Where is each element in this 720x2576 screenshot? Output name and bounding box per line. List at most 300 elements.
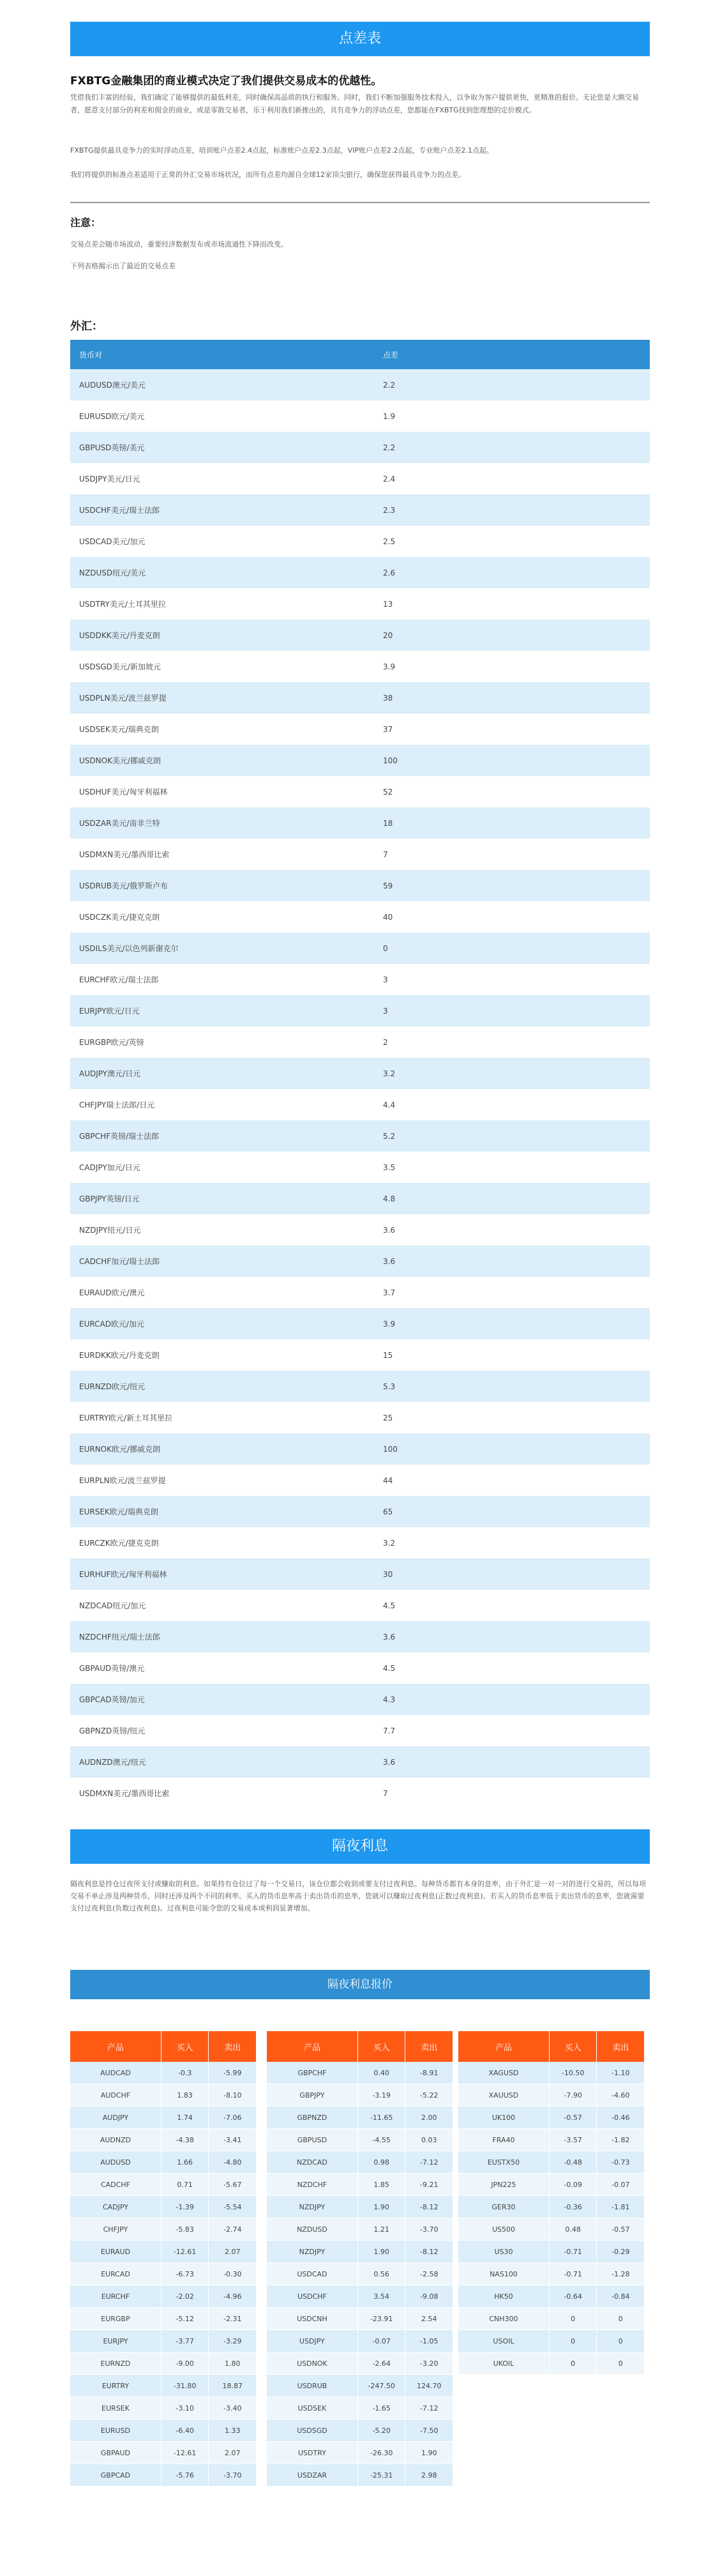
currency-pair-cell: AUDUSD澳元/美元	[70, 369, 374, 400]
spread-table-row	[70, 1152, 650, 1183]
swap-table-row	[458, 2263, 645, 2285]
intro-paragraph: 凭借我们丰富的经验，我们确定了能够提供的最低利差，同时确保高品质的执行和服务。同时，我们不断加强服务技术投入，以争取为客户提供更快，更精准的报价。无论您是大额交易者，愿意支付部分的利差和佣金的商业，或是零散交易者，乐于利用我们新推出的，具有竞争力的浮动点差，您都能在FXBTG找到您理想的定价模式。	[70, 93, 639, 114]
column-header-product: 产品	[267, 2031, 357, 2062]
buy-cell: 3.54	[357, 2285, 405, 2308]
sell-cell: 2.07	[209, 2241, 257, 2263]
product-cell: CADCHF	[70, 2174, 161, 2196]
product-cell: US500	[458, 2218, 549, 2241]
spread-value-cell: 5.3	[374, 1371, 650, 1402]
buy-cell: -11.65	[357, 2107, 405, 2129]
currency-pair-cell: EURDKK欧元/丹麦克朗	[70, 1339, 374, 1371]
spread-headline: FXBTG金融集团的商业模式决定了我们提供交易成本的优越性。	[70, 75, 382, 88]
sell-cell: 1.33	[209, 2420, 257, 2442]
buy-cell: -5.83	[161, 2218, 209, 2241]
spread-table-row	[70, 1559, 650, 1590]
product-cell: NZDUSD	[267, 2218, 357, 2241]
product-cell: AUDCAD	[70, 2062, 161, 2084]
buy-cell: 1.21	[357, 2218, 405, 2241]
buy-cell: -25.31	[357, 2464, 405, 2487]
product-cell: GBPCAD	[70, 2464, 161, 2487]
sell-cell: -3.70	[405, 2218, 453, 2241]
spread-table-row	[70, 964, 650, 995]
swap-table-row	[267, 2397, 453, 2420]
spread-value-cell: 7.7	[374, 1715, 650, 1746]
buy-cell: -2.64	[357, 2352, 405, 2375]
buy-cell: 0	[549, 2308, 597, 2330]
swap-table-row	[70, 2263, 257, 2285]
swap-table-row	[70, 2375, 257, 2397]
swap-table-row	[267, 2129, 453, 2151]
currency-pair-cell: EURAUD欧元/澳元	[70, 1277, 374, 1308]
sell-cell: -0.84	[597, 2285, 645, 2308]
product-cell: XAUUSD	[458, 2084, 549, 2107]
sell-cell: -5.54	[209, 2196, 257, 2218]
spread-table-row	[70, 494, 650, 526]
sell-cell: -2.74	[209, 2218, 257, 2241]
product-cell: JPN225	[458, 2174, 549, 2196]
product-cell: NZDJPY	[267, 2241, 357, 2263]
sell-cell: -4.80	[209, 2151, 257, 2174]
product-cell: UK100	[458, 2107, 549, 2129]
spread-value-cell: 7	[374, 839, 650, 870]
currency-pair-cell: NZDJPY纽元/日元	[70, 1214, 374, 1246]
buy-cell: -0.07	[357, 2330, 405, 2352]
swap-table-row	[70, 2352, 257, 2375]
spread-value-cell: 2	[374, 1026, 650, 1058]
currency-pair-cell: EURHUF欧元/匈牙利福林	[70, 1559, 374, 1590]
sell-cell: -0.73	[597, 2151, 645, 2174]
currency-pair-cell: EURCAD欧元/加元	[70, 1308, 374, 1339]
swap-table-row	[458, 2352, 645, 2375]
swap-header-row	[70, 2031, 257, 2062]
swap-table-row	[267, 2352, 453, 2375]
swap-quote-title: 隔夜利息报价	[70, 1970, 650, 1999]
sell-cell: 0	[597, 2330, 645, 2352]
currency-pair-cell: USDNOK美元/挪威克朗	[70, 745, 374, 776]
buy-cell: -5.20	[357, 2420, 405, 2442]
spread-table-row	[70, 1339, 650, 1371]
currency-pair-cell: CADJPY加元/日元	[70, 1152, 374, 1183]
swap-header-row	[267, 2031, 453, 2062]
swap-table-row	[267, 2442, 453, 2464]
swap-table-row	[267, 2464, 453, 2487]
spread-table-row	[70, 1527, 650, 1559]
spread-table-row	[70, 620, 650, 651]
buy-cell: -0.48	[549, 2151, 597, 2174]
spread-value-cell: 3	[374, 964, 650, 995]
currency-pair-cell: USDMXN美元/墨西哥比索	[70, 839, 374, 870]
currency-pair-cell: NZDCAD纽元/加元	[70, 1590, 374, 1621]
column-header-buy: 买入	[549, 2031, 597, 2062]
spread-table-row	[70, 369, 650, 400]
buy-cell: -3.57	[549, 2129, 597, 2151]
sell-cell: 0	[597, 2352, 645, 2375]
currency-pair-cell: NZDUSD纽元/美元	[70, 557, 374, 588]
spread-table-row	[70, 682, 650, 713]
sell-cell: -8.12	[405, 2196, 453, 2218]
sell-cell: -9.08	[405, 2285, 453, 2308]
spread-table-row	[70, 526, 650, 557]
column-header-sell: 卖出	[209, 2031, 257, 2062]
note-title: 注意：	[70, 217, 101, 229]
sell-cell: -0.30	[209, 2263, 257, 2285]
product-cell: USDSGD	[267, 2420, 357, 2442]
currency-pair-cell: GBPCAD英镑/加元	[70, 1684, 374, 1715]
spread-table-row	[70, 933, 650, 964]
product-cell: AUDNZD	[70, 2129, 161, 2151]
buy-cell: 0	[549, 2330, 597, 2352]
currency-pair-cell: USDSGD美元/新加坡元	[70, 651, 374, 682]
currency-pair-cell: USDPLN美元/波兰兹罗提	[70, 682, 374, 713]
buy-cell: -1.65	[357, 2397, 405, 2420]
spread-value-cell: 59	[374, 870, 650, 901]
spread-table-row	[70, 776, 650, 807]
product-cell: EUSTX50	[458, 2151, 549, 2174]
sell-cell: 0	[597, 2308, 645, 2330]
spread-table-row	[70, 1778, 650, 1809]
spread-table-row	[70, 1026, 650, 1058]
swap-table-row	[267, 2263, 453, 2285]
currency-pair-cell: NZDCHF纽元/瑞士法郎	[70, 1621, 374, 1652]
buy-cell: -6.40	[161, 2420, 209, 2442]
spread-value-cell: 3.6	[374, 1621, 650, 1652]
currency-pair-cell: USDJPY美元/日元	[70, 463, 374, 494]
buy-cell: -2.02	[161, 2285, 209, 2308]
product-cell: EURAUD	[70, 2241, 161, 2263]
buy-cell: -0.64	[549, 2285, 597, 2308]
sell-cell: -2.58	[405, 2263, 453, 2285]
buy-cell: -0.71	[549, 2263, 597, 2285]
product-cell: USDCNH	[267, 2308, 357, 2330]
sell-cell: -7.12	[405, 2397, 453, 2420]
product-cell: NAS100	[458, 2263, 549, 2285]
spread-table-row	[70, 588, 650, 620]
swap-table-row	[70, 2330, 257, 2352]
spread-table-row	[70, 901, 650, 933]
spread-table-row	[70, 1715, 650, 1746]
swap-table-row	[70, 2308, 257, 2330]
swap-table-row	[267, 2107, 453, 2129]
spread-value-cell: 40	[374, 901, 650, 933]
product-cell: GBPJPY	[267, 2084, 357, 2107]
column-header-product: 产品	[70, 2031, 161, 2062]
currency-pair-cell: USDHUF美元/匈牙利福林	[70, 776, 374, 807]
swap-table-row	[267, 2196, 453, 2218]
spread-value-cell: 100	[374, 745, 650, 776]
swap-table-row	[70, 2062, 257, 2084]
sell-cell: 124.70	[405, 2375, 453, 2397]
buy-cell: -3.19	[357, 2084, 405, 2107]
buy-cell: 1.66	[161, 2151, 209, 2174]
spread-value-cell: 100	[374, 1433, 650, 1465]
currency-pair-cell: EURJPY欧元/日元	[70, 995, 374, 1026]
buy-cell: -4.38	[161, 2129, 209, 2151]
buy-cell: -5.12	[161, 2308, 209, 2330]
spread-table-row	[70, 1120, 650, 1152]
swap-table-row	[70, 2464, 257, 2487]
spread-table-row	[70, 807, 650, 839]
currency-pair-cell: EURTRY欧元/新土耳其里拉	[70, 1402, 374, 1433]
sell-cell: -4.96	[209, 2285, 257, 2308]
currency-pair-cell: USDCAD美元/加元	[70, 526, 374, 557]
currency-pair-cell: USDMXN美元/墨西哥比索	[70, 1778, 374, 1809]
swap-table-row	[70, 2196, 257, 2218]
sell-cell: 2.98	[405, 2464, 453, 2487]
spread-table-row	[70, 651, 650, 682]
product-cell: EURCAD	[70, 2263, 161, 2285]
product-cell: USDSEK	[267, 2397, 357, 2420]
sell-cell: -3.29	[209, 2330, 257, 2352]
spread-table-row	[70, 1590, 650, 1621]
spread-value-cell: 3.7	[374, 1277, 650, 1308]
buy-cell: -6.73	[161, 2263, 209, 2285]
sell-cell: -1.10	[597, 2062, 645, 2084]
swap-table-row	[458, 2151, 645, 2174]
note-line: 交易点差会随市场波动，重要经济数据发布或市场流通性下降而改变。	[70, 240, 288, 248]
swap-table-row	[70, 2218, 257, 2241]
sell-cell: -1.81	[597, 2196, 645, 2218]
swap-table-body	[267, 2062, 453, 2487]
swap-table-row	[267, 2151, 453, 2174]
sell-cell: 2.07	[209, 2442, 257, 2464]
currency-pair-cell: EURSEK欧元/瑞典克朗	[70, 1496, 374, 1527]
product-cell: EURGBP	[70, 2308, 161, 2330]
swap-table-row	[458, 2174, 645, 2196]
spread-value-cell: 5.2	[374, 1120, 650, 1152]
spread-table-row	[70, 1684, 650, 1715]
buy-cell: -0.09	[549, 2174, 597, 2196]
buy-cell: 1.90	[357, 2196, 405, 2218]
column-header-sell: 卖出	[597, 2031, 645, 2062]
spread-value-cell: 3.6	[374, 1214, 650, 1246]
product-cell: AUDUSD	[70, 2151, 161, 2174]
product-cell: EURJPY	[70, 2330, 161, 2352]
spread-value-cell: 4.8	[374, 1183, 650, 1214]
swap-table	[70, 2031, 257, 2487]
swap-table-body	[70, 2062, 257, 2487]
buy-cell: -1.39	[161, 2196, 209, 2218]
currency-pair-cell: USDCZK美元/捷克克朗	[70, 901, 374, 933]
sell-cell: -2.31	[209, 2308, 257, 2330]
spread-table-row	[70, 1402, 650, 1433]
sell-cell: -9.21	[405, 2174, 453, 2196]
swap-table-row	[267, 2330, 453, 2352]
spread-table-row	[70, 713, 650, 745]
spread-value-cell: 4.5	[374, 1652, 650, 1684]
swap-table-row	[267, 2420, 453, 2442]
swap-table-row	[267, 2308, 453, 2330]
sell-cell: -7.12	[405, 2151, 453, 2174]
product-cell: CADJPY	[70, 2196, 161, 2218]
product-cell: GBPAUD	[70, 2442, 161, 2464]
spread-table-row	[70, 1308, 650, 1339]
swap-table-row	[70, 2151, 257, 2174]
product-cell: USDTRY	[267, 2442, 357, 2464]
overnight-paragraph: 隔夜利息是持仓过夜所支付或赚取的利息。如果持有仓位过了每一个交易日，该仓位都会收到或要支付过夜利息。每种货币都有本身的息率，由于外汇是一对一对的进行交易的，所以每项交易不单止涉及两种货币，同时还涉及两个不同的利率。买入的货币息率高于卖出货币的息率，您就可以赚取过夜利息(正数过夜利息)。若买入的货币息率低于卖出货币的息率，您就需要支付过夜利息(负数过夜利息)。过夜利息可能令您的交易成本或利润显著增加。	[70, 1880, 646, 1912]
column-header-sell: 卖出	[405, 2031, 453, 2062]
buy-cell: 1.90	[357, 2241, 405, 2263]
buy-cell: 1.83	[161, 2084, 209, 2107]
spread-table-row	[70, 745, 650, 776]
sell-cell: -8.91	[405, 2062, 453, 2084]
product-cell: USOIL	[458, 2330, 549, 2352]
sell-cell: -0.57	[597, 2218, 645, 2241]
buy-cell: -9.00	[161, 2352, 209, 2375]
note-line: 下列表格揭示出了最近的交易点差	[70, 262, 176, 270]
currency-pair-cell: USDRUB美元/俄罗斯卢布	[70, 870, 374, 901]
swap-table-row	[458, 2129, 645, 2151]
buy-cell: 1.85	[357, 2174, 405, 2196]
currency-pair-cell: AUDJPY澳元/日元	[70, 1058, 374, 1089]
spread-value-cell: 37	[374, 713, 650, 745]
sell-cell: 2.54	[405, 2308, 453, 2330]
spread-value-cell: 18	[374, 807, 650, 839]
spread-value-cell: 3.6	[374, 1746, 650, 1778]
currency-pair-cell: EURGBP欧元/英镑	[70, 1026, 374, 1058]
spread-value-cell: 2.5	[374, 526, 650, 557]
swap-table-body	[458, 2062, 645, 2375]
product-cell: FRA40	[458, 2129, 549, 2151]
swap-header-row	[458, 2031, 645, 2062]
buy-cell: -4.55	[357, 2129, 405, 2151]
swap-table-row	[70, 2285, 257, 2308]
sell-cell: -1.28	[597, 2263, 645, 2285]
product-cell: USDCAD	[267, 2263, 357, 2285]
product-cell: XAGUSD	[458, 2062, 549, 2084]
currency-pair-cell: GBPJPY英镑/日元	[70, 1183, 374, 1214]
column-header-pair: 货币对	[70, 340, 374, 369]
spread-value-cell: 13	[374, 588, 650, 620]
spread-table-body	[70, 369, 650, 1809]
swap-table-row	[70, 2420, 257, 2442]
sell-cell: -5.67	[209, 2174, 257, 2196]
sell-cell: -7.50	[405, 2420, 453, 2442]
currency-pair-cell: USDSEK美元/瑞典克朗	[70, 713, 374, 745]
currency-pair-cell: EURNZD欧元/纽元	[70, 1371, 374, 1402]
product-cell: US30	[458, 2241, 549, 2263]
spread-table-row	[70, 1058, 650, 1089]
sell-cell: -0.29	[597, 2241, 645, 2263]
column-header-spread: 点差	[374, 340, 650, 369]
currency-pair-cell: EURUSD欧元/美元	[70, 400, 374, 432]
sell-cell: -3.20	[405, 2352, 453, 2375]
spread-value-cell: 7	[374, 1778, 650, 1809]
sell-cell: -3.41	[209, 2129, 257, 2151]
product-cell: USDZAR	[267, 2464, 357, 2487]
swap-table-row	[70, 2241, 257, 2263]
sell-cell: -0.07	[597, 2174, 645, 2196]
buy-cell: 0.48	[549, 2218, 597, 2241]
product-cell: EURSEK	[70, 2397, 161, 2420]
buy-cell: 0	[549, 2352, 597, 2375]
swap-table-row	[267, 2174, 453, 2196]
spread-value-cell: 25	[374, 1402, 650, 1433]
spread-value-cell: 2.6	[374, 557, 650, 588]
product-cell: EURUSD	[70, 2420, 161, 2442]
swap-table-row	[458, 2062, 645, 2084]
swap-table-row	[70, 2107, 257, 2129]
spread-value-cell: 2.2	[374, 369, 650, 400]
product-cell: NZDCAD	[267, 2151, 357, 2174]
sell-cell: -5.99	[209, 2062, 257, 2084]
spread-value-cell: 30	[374, 1559, 650, 1590]
spread-table-row	[70, 1652, 650, 1684]
product-cell: GER30	[458, 2196, 549, 2218]
spread-table-row	[70, 839, 650, 870]
spread-value-cell: 38	[374, 682, 650, 713]
spread-value-cell: 3.9	[374, 651, 650, 682]
buy-cell: 0.98	[357, 2151, 405, 2174]
sell-cell: -3.40	[209, 2397, 257, 2420]
swap-table-row	[458, 2285, 645, 2308]
swap-table-row	[70, 2174, 257, 2196]
currency-pair-cell: CADCHF加元/瑞士法郎	[70, 1246, 374, 1277]
swap-table-row	[458, 2308, 645, 2330]
spread-value-cell: 3.2	[374, 1058, 650, 1089]
sell-cell: -1.82	[597, 2129, 645, 2151]
product-cell: USDJPY	[267, 2330, 357, 2352]
sell-cell: -8.12	[405, 2241, 453, 2263]
swap-table-row	[267, 2062, 453, 2084]
spread-value-cell: 0	[374, 933, 650, 964]
buy-cell: -10.50	[549, 2062, 597, 2084]
spread-table-row	[70, 400, 650, 432]
spread-table-row	[70, 1371, 650, 1402]
column-header-buy: 买入	[357, 2031, 405, 2062]
spread-table-row	[70, 1246, 650, 1277]
swap-table-row	[458, 2107, 645, 2129]
buy-cell: -31.80	[161, 2375, 209, 2397]
buy-cell: -247.50	[357, 2375, 405, 2397]
buy-cell: 1.74	[161, 2107, 209, 2129]
buy-cell: -23.91	[357, 2308, 405, 2330]
sell-cell: -0.46	[597, 2107, 645, 2129]
spread-value-cell: 4.3	[374, 1684, 650, 1715]
buy-cell: -3.10	[161, 2397, 209, 2420]
spread-table-row	[70, 1183, 650, 1214]
forex-title: 外汇：	[70, 320, 103, 333]
spread-value-cell: 3	[374, 995, 650, 1026]
swap-table-row	[458, 2196, 645, 2218]
swap-table	[267, 2031, 453, 2487]
swap-table-row	[458, 2330, 645, 2352]
sell-cell: 2.00	[405, 2107, 453, 2129]
spread-table-row	[70, 1465, 650, 1496]
sell-cell: 18.87	[209, 2375, 257, 2397]
buy-cell: -7.90	[549, 2084, 597, 2107]
product-cell: EURCHF	[70, 2285, 161, 2308]
currency-pair-cell: USDDKK美元/丹麦克朗	[70, 620, 374, 651]
product-cell: GBPUSD	[267, 2129, 357, 2151]
spread-value-cell: 4.5	[374, 1590, 650, 1621]
sell-cell: 1.90	[405, 2442, 453, 2464]
sell-cell: -5.22	[405, 2084, 453, 2107]
product-cell: EURTRY	[70, 2375, 161, 2397]
product-cell: AUDCHF	[70, 2084, 161, 2107]
spread-table-row	[70, 870, 650, 901]
product-cell: EURNZD	[70, 2352, 161, 2375]
swap-table	[458, 2031, 645, 2375]
swap-table-row	[267, 2375, 453, 2397]
spread-table-row	[70, 1277, 650, 1308]
buy-cell: -0.57	[549, 2107, 597, 2129]
overnight-banner: 隔夜利息	[70, 1829, 650, 1864]
column-header-buy: 买入	[161, 2031, 209, 2062]
spread-table-row	[70, 1433, 650, 1465]
buy-cell: -0.3	[161, 2062, 209, 2084]
product-cell: USDNOK	[267, 2352, 357, 2375]
buy-cell: 0.40	[357, 2062, 405, 2084]
